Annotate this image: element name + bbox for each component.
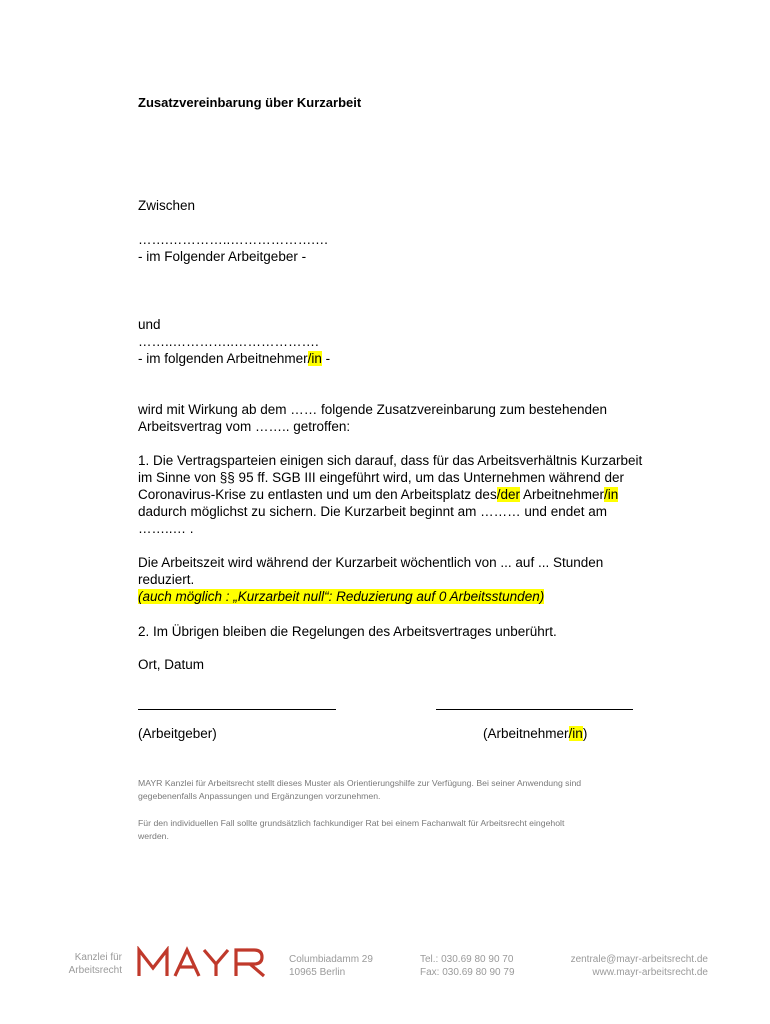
paragraph1-line-3-mid: Arbeitnehmer: [519, 487, 605, 502]
intro-line-1: wird mit Wirkung ab dem …… folgende Zusatzvereinbarung zum bestehenden: [138, 402, 607, 417]
logo-letter-y: [204, 950, 228, 964]
footer-kanzlei-line-2: Arbeitsrecht: [68, 965, 122, 976]
document-title: Zusatzvereinbarung über Kurzarbeit: [138, 95, 362, 110]
footer-email-link[interactable]: zentrale@mayr-arbeitsrecht.de: [570, 954, 708, 965]
footer-tel: Tel.: 030.69 80 90 70: [420, 954, 514, 965]
footer-phone: [420, 953, 515, 979]
footer-city: 10965 Berlin: [289, 967, 346, 978]
footer-web-link[interactable]: www.mayr-arbeitsrecht.de: [592, 967, 708, 978]
intro-line-2: Arbeitsvertrag vom …….. getroffen:: [138, 419, 351, 434]
disclaimer-1-line-2: gegebenenfalls Anpassungen und Ergänzungen vorzunehmen.: [138, 791, 381, 801]
paragraph1-line-3-text: Coronavirus-Krise zu entlasten und um den Arbeitsplatz des: [138, 487, 497, 502]
gender-highlight: /in: [568, 726, 583, 741]
arbeitnehmer-label-text: - im folgenden Arbeitnehmer: [138, 351, 308, 366]
arbeitszeit-line-2: reduziert.: [138, 572, 195, 587]
arbeitgeber-label: - im Folgender Arbeitgeber -: [138, 249, 307, 264]
logo-letter-m: [139, 950, 167, 976]
logo-letter-r: [236, 950, 264, 976]
zwischen-label: Zwischen: [138, 198, 196, 213]
signature-label-arbeitnehmer-end: ): [582, 726, 588, 741]
logo-letter-a: [175, 950, 199, 976]
disclaimer-1-line-1: MAYR Kanzlei für Arbeitsrecht stellt dieses Muster als Orientierungshilfe zur Verfügung. Bei seiner Anwendung sind: [138, 778, 582, 788]
paragraph1-line-1: 1. Die Vertragsparteien einigen sich darauf, dass für das Arbeitsverhältnis Kurzarbeit: [138, 453, 643, 468]
arbeitszeit-note: [138, 588, 544, 605]
und-label: und: [138, 317, 161, 332]
mayr-logo: [136, 946, 270, 978]
footer-street: Columbiadamm 29: [289, 954, 373, 965]
signature-line-left: [138, 709, 336, 710]
paragraph1-line-5: ……..… .: [138, 521, 194, 536]
party2-placeholder: ……..…………..……………….: [138, 334, 319, 349]
gender-highlight: /in: [604, 487, 619, 502]
signature-label-arbeitgeber: (Arbeitgeber): [138, 726, 217, 741]
footer-contact: [571, 953, 708, 979]
signature-line-right: [436, 709, 633, 710]
kurzarbeit-null-note: (auch möglich : „Kurzarbeit null“: Reduzierung auf 0 Arbeitsstunden): [138, 589, 545, 604]
gender-highlight: /der: [496, 487, 520, 502]
paragraph1-line-4: dadurch möglichst zu sichern. Die Kurzarbeit beginnt am ……… und endet am: [138, 504, 607, 519]
paragraph1-line-3: [138, 486, 618, 503]
ort-datum-label: Ort, Datum: [138, 657, 205, 672]
arbeitszeit-line-1: Die Arbeitszeit wird während der Kurzarbeit wöchentlich von ... auf ... Stunden: [138, 555, 604, 570]
footer-kanzlei-line-1: Kanzlei für: [74, 952, 122, 963]
arbeitnehmer-label-end: -: [321, 351, 331, 366]
paragraph1-line-2: im Sinne von §§ 95 ff. SGB III eingeführt wird, um das Unternehmen während der: [138, 470, 625, 485]
disclaimer-2-line-2: werden.: [138, 831, 169, 841]
footer-kanzlei: [40, 951, 122, 977]
footer-fax: Fax: 030.69 80 90 79: [420, 967, 515, 978]
paragraph2: 2. Im Übrigen bleiben die Regelungen des Arbeitsvertrages unberührt.: [138, 624, 557, 639]
footer-address: [289, 953, 373, 979]
signature-label-arbeitnehmer-text: (Arbeitnehmer: [483, 726, 569, 741]
arbeitnehmer-label: [138, 350, 330, 367]
signature-label-arbeitnehmer: [483, 725, 587, 742]
disclaimer-2-line-1: Für den individuellen Fall sollte grundsätzlich fachkundiger Rat bei einem Fachanwalt für Arbeitsrecht eingeholt: [138, 818, 565, 828]
party1-placeholder: …….…………..……………….…: [138, 232, 329, 247]
gender-highlight: /in: [307, 351, 322, 366]
